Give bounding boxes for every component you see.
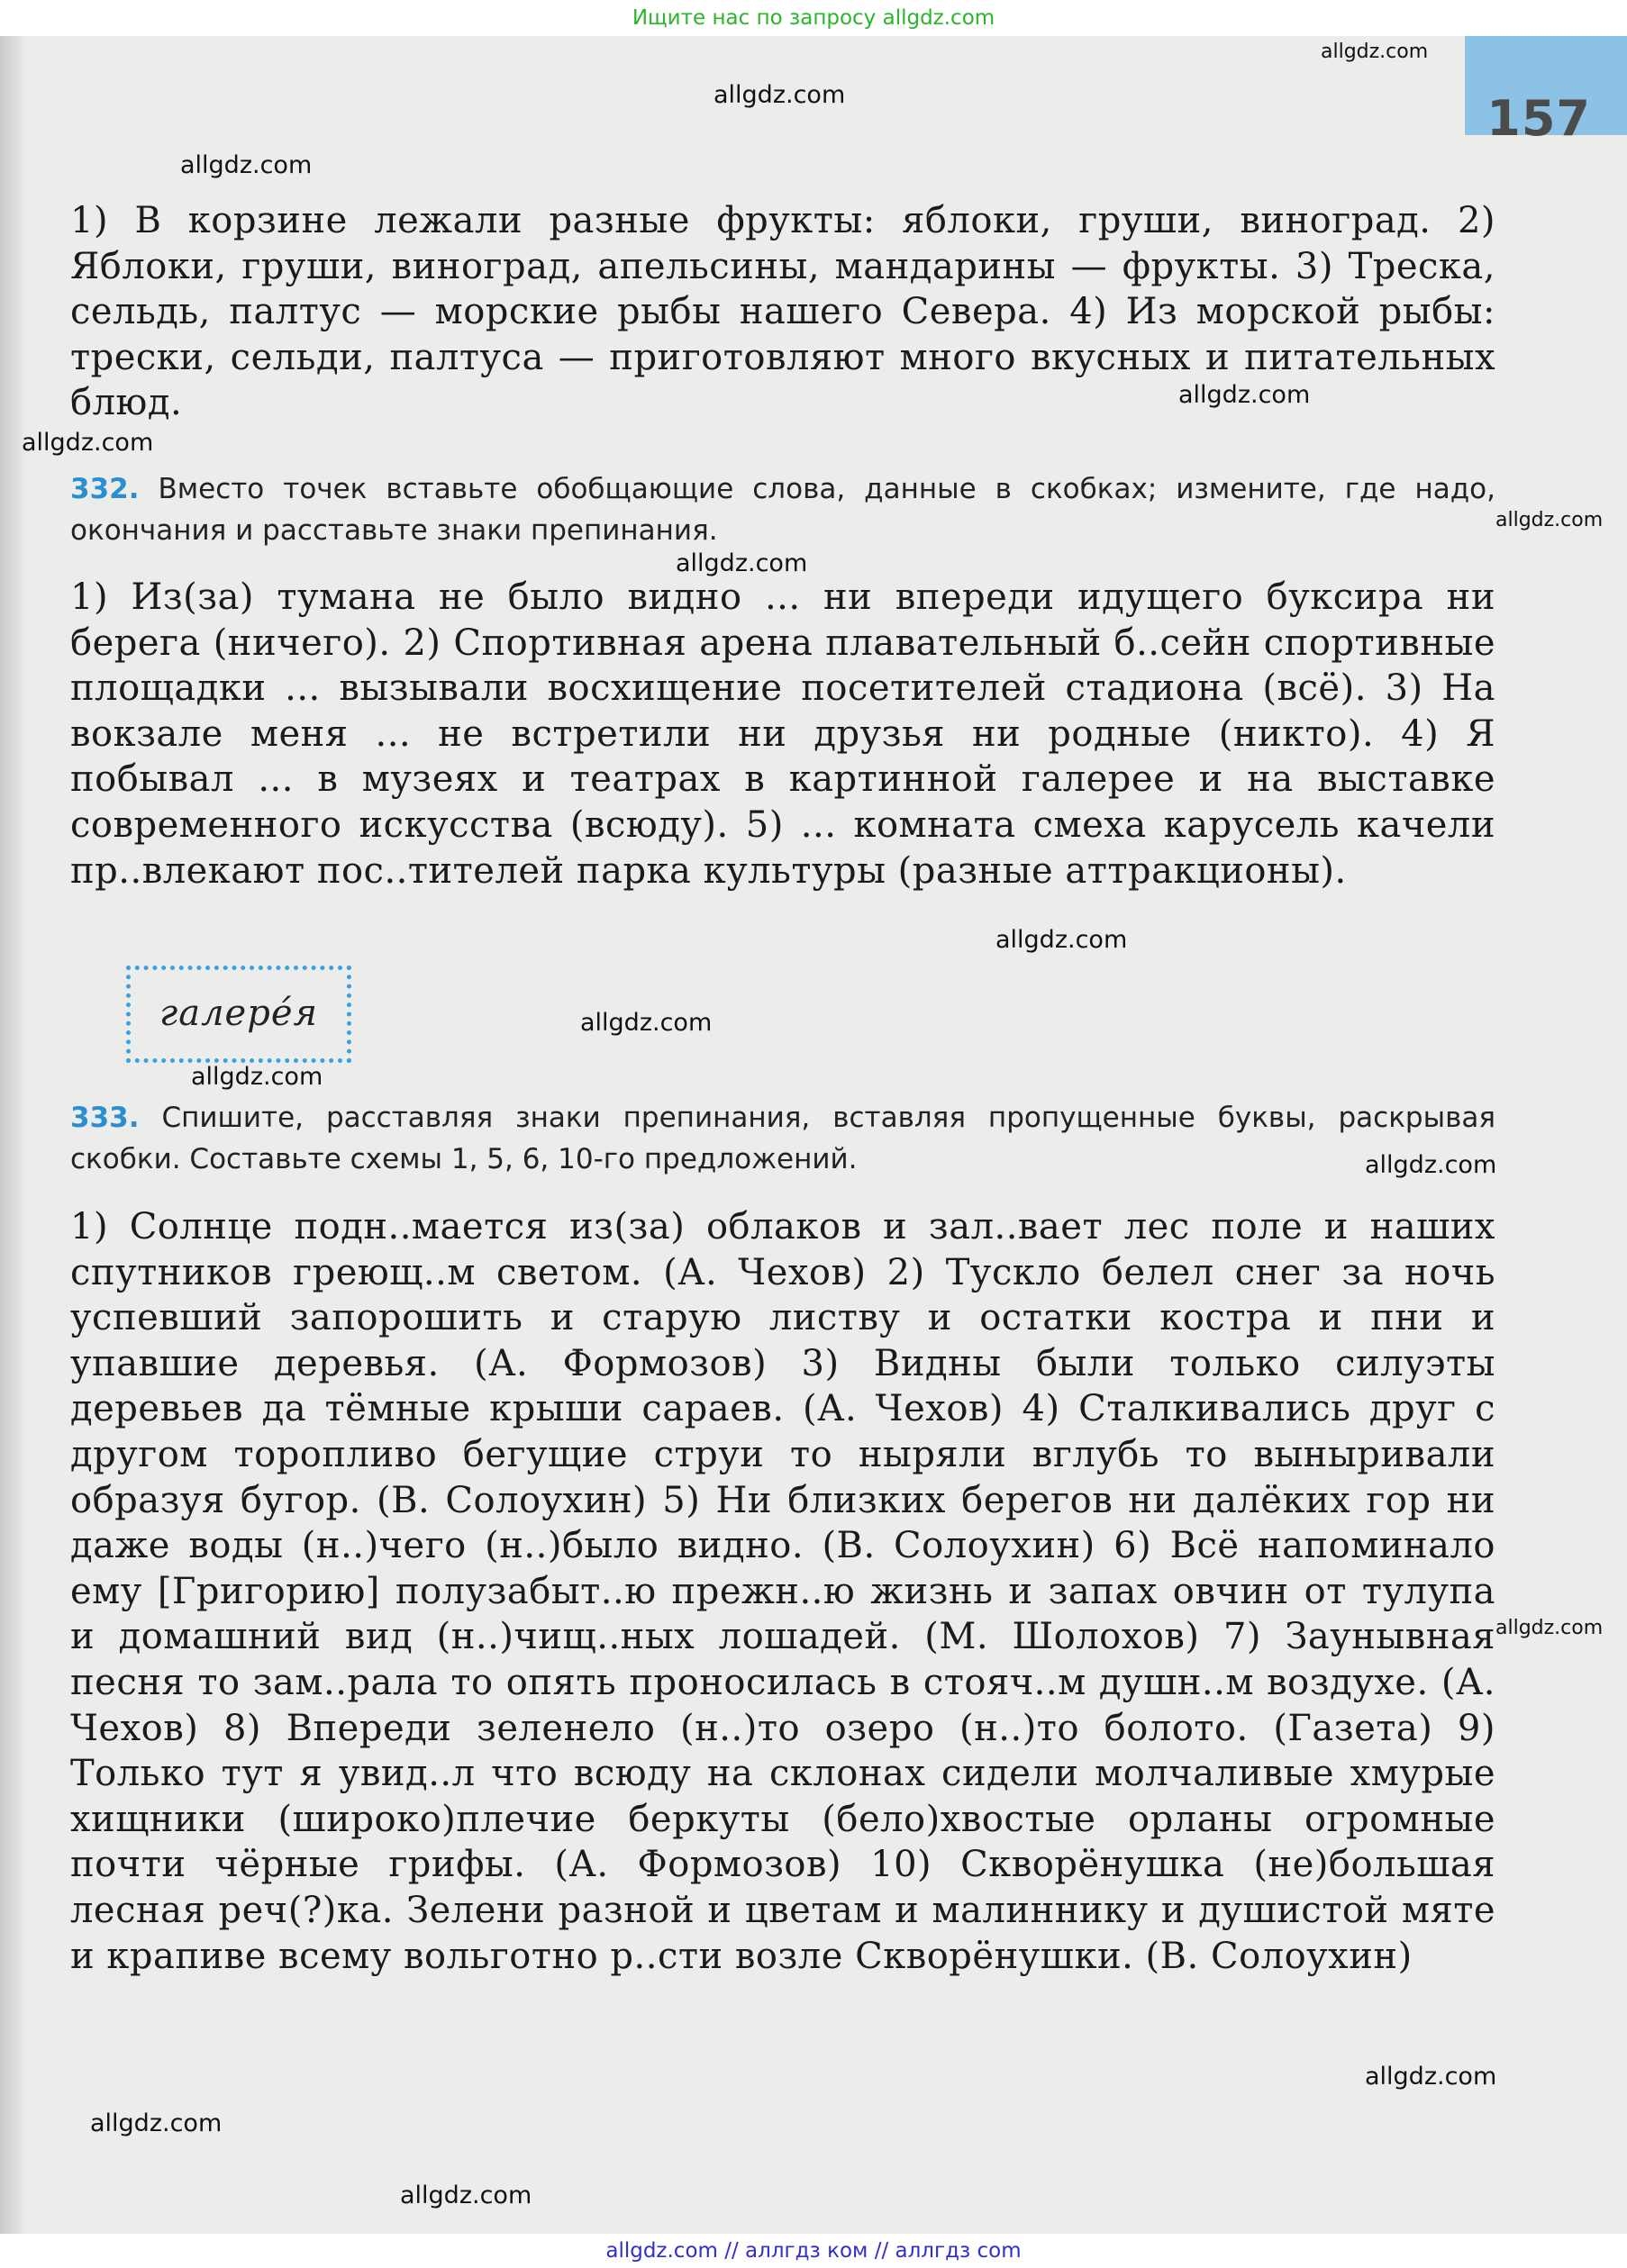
vocabulary-word-box: галере́я: [126, 966, 351, 1063]
watermark: allgdz.com: [1178, 381, 1311, 409]
watermark: allgdz.com: [22, 429, 154, 457]
exercise-332-text: 1) Из(за) тумана не было видно ... ни впереди идущего буксира ни берега (ничего). 2) Спортивная арена плавательный б..сейн спортивные площадки ... вызывали восхищение посетителей стадиона (всё). 3) На вокзале меня ... не встретили ни друзья ни родные (никто). 4) Я побывал ... в музеях и театрах в картинной галерее и на выставке современного искусства (всюду). 5) ... комната смеха карусель качели пр..влекают пос..тителей парка культуры (разные аттракционы).: [70, 576, 1495, 892]
watermark: allgdz.com: [580, 1009, 713, 1037]
exercise-333-instruction-text: Спишите, расставляя знаки препинания, вставляя пропущенные буквы, раскрывая скобки. Составьте схемы 1, 5, 6, 10-го предложений.: [70, 1102, 1495, 1175]
watermark: allgdz.com: [995, 926, 1128, 954]
watermark: allgdz.com: [90, 2109, 223, 2137]
page-binding-shadow: [0, 36, 27, 2234]
watermark: allgdz.com: [191, 1063, 323, 1091]
bottom-banner[interactable]: allgdz.com // аллгдз ком // аллгдз com: [605, 2239, 1022, 2263]
watermark: allgdz.com: [714, 81, 846, 109]
exercise-332-instruction-text: Вместо точек вставьте обобщающие слова, данные в скобках; измените, где надо, окончания и расставьте знаки препинания.: [70, 473, 1495, 547]
exercise-332-instruction: [70, 468, 1495, 551]
textbook-page: [0, 36, 1627, 2234]
watermark: allgdz.com: [400, 2182, 532, 2209]
watermark: allgdz.com: [1365, 2063, 1497, 2091]
top-banner[interactable]: Ищите нас по запросу allgdz.com: [632, 6, 995, 30]
watermark: allgdz.com: [1321, 41, 1429, 63]
watermark: allgdz.com: [1495, 1617, 1604, 1639]
watermark: allgdz.com: [1365, 1151, 1497, 1179]
exercise-333-text: 1) Солнце подн..мается из(за) облаков и зал..вает лес поле и наших спутников греющ..м светом. (А. Чехов) 2) Тускло белел снег за ночь успевший запорошить и старую листву и остатки костра и пни и упавшие деревья. (А. Формозов) 3) Видны были только силуэты деревьев да тёмные крыши сараев. (А. Чехов) 4) Сталкивались друг с другом торопливо бегущие струи то ныряли вглубь то выныривали образуя бугор. (В. Солоухин) 5) Ни близких берегов ни далёких гор ни даже воды (н..)чего (н..)было видно. (В. Солоухин) 6) Всё напоминало ему [Григорию] полузабыт..ю прежн..ю жизнь и запах овчин от тулупа и домашний вид (н..)чищ..ных лошадей. (М. Шолохов) 7) Заунывная песня то зам..рала то опять проносилась в стояч..м душн..м воздухе. (А. Чехов) 8) Впереди зеленело (н..)то озеро (н..)то болото. (Газета) 9) Только тут я увид..л что всюду на склонах сидели молчаливые хмурые хищники (широко)плечие беркуты (бело)хвостые орланы огромные почти чёрные грифы. (А. Формозов) 10) Скворёнушка (не)большая лесная реч(?)ка. Зелени разной и цветам и малиннику и душистой мяте и крапиве всему вольготно р..сти возле Скворёнушки. (В. Солоухин): [70, 1206, 1495, 1977]
watermark: allgdz.com: [676, 549, 808, 577]
exercise-333-number: 333.: [70, 1102, 140, 1134]
page-number: 157: [1486, 90, 1591, 147]
exercise-332-number: 332.: [70, 473, 140, 505]
watermark: allgdz.com: [180, 151, 313, 179]
example-sentences: 1) В корзине лежали разные фрукты: яблоки, груши, виноград. 2) Яблоки, груши, виноград, апельсины, мандарины — фрукты. 3) Треска, сельдь, палтус — морские рыбы нашего Севера. 4) Из морской рыбы: трески, сельди, палтуса — приготовляют много вкусных и питательных блюд.: [70, 200, 1495, 424]
exercise-333-instruction: [70, 1097, 1495, 1180]
watermark: allgdz.com: [1495, 509, 1604, 531]
